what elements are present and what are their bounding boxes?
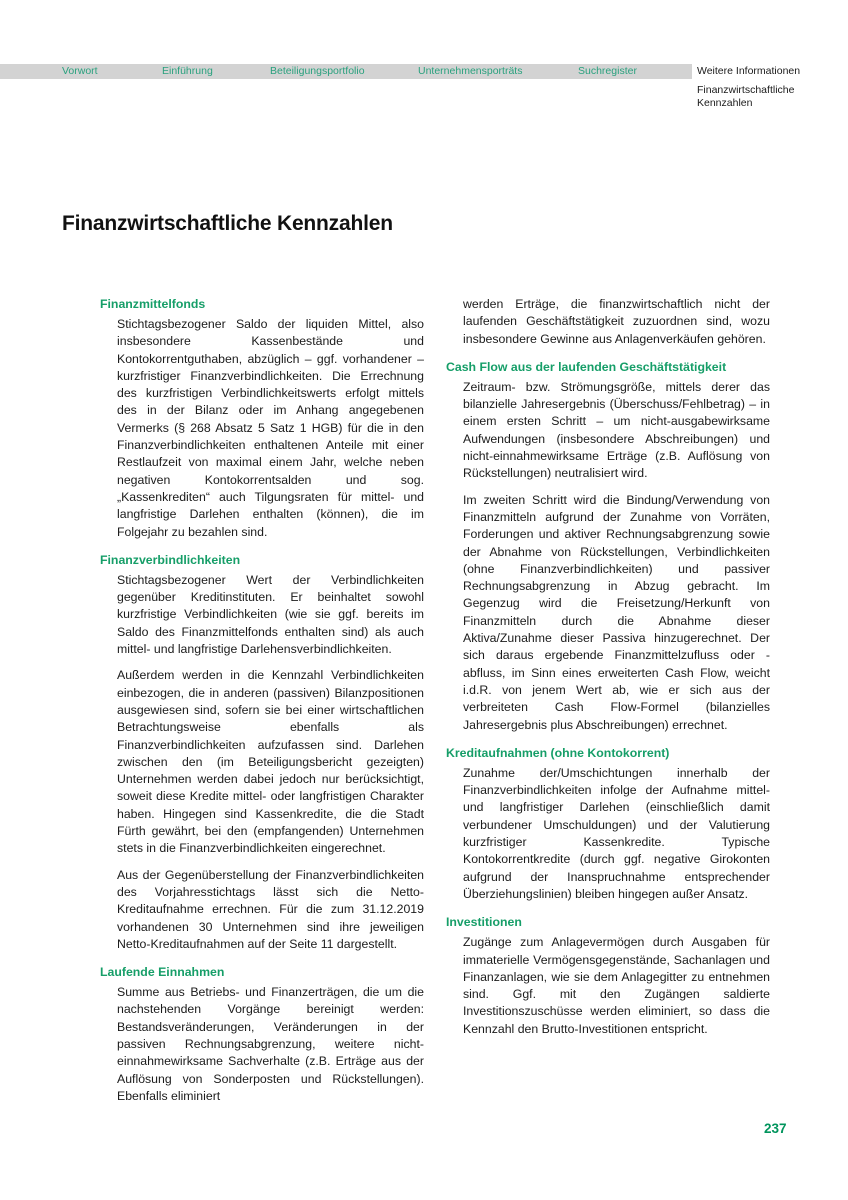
body-paragraph: Im zweiten Schritt wird die Bindung/Verwendung von Finanzmitteln aufgrund der Zunahme von Vorräten, Forderungen und aktiver Rechnungsabgrenzung sowie der Abnahme von Rückstellungen, Verbindlichkeiten (ohne Finanzverbindlichkeiten) und passiver Rechnungsabgrenzung in Abzug gebracht. Im Gegenzug wird die Freisetzung/Herkunft von Finanzmitteln durch die Abnahme dieser Aktiva/Zunahme dieser Passiva hinzugerechnet. Der sich daraus ergebende Finanzmittelzufluss oder -abfluss, im Sinn eines erweiterten Cash Flow, weicht i.d.R. von jenem Wert ab, wie er sich aus der verbreiteten Cash Flow-Formel (bilanzielles Jahresergebnis plus Abschreibungen) errechnet.	[463, 492, 770, 732]
page-number: 237	[764, 1121, 787, 1136]
body-paragraph: Zugänge zum Anlagevermögen durch Ausgaben für immaterielle Vermögensgegenstände, Sachanlagen und Finanzanlagen, wie sie dem Anlagegitter zu entnehmen sind. Ggf. mit den Zugängen saldierte Investitionszuschüsse werden eliminiert, so dass die Kennzahl den Brutto-Investitionen entspricht.	[463, 935, 770, 1036]
section-cash-flow	[446, 359, 770, 734]
section-finanzmittelfonds	[100, 296, 424, 541]
top-nav-bar	[0, 64, 692, 79]
body-paragraph: Summe aus Betriebs- und Finanzerträgen, die um die nachstehenden Vorgänge bereinigt werden: Bestandsveränderungen, Veränderungen in der passiven Rechnungsabgrenzung, weitere nicht-einnahmewirksame Sachverhalte (z.B. Erträge aus der Auflösung von Sonderposten und Rückstellungen). Ebenfalls eliminiert	[117, 985, 424, 1103]
section-heading: Laufende Einnahmen	[100, 965, 225, 980]
section-finanzverbindlichkeiten	[100, 552, 424, 953]
section-heading: Cash Flow aus der laufenden Geschäftstätigkeit	[446, 359, 727, 374]
section-laufende-einnahmen	[100, 964, 424, 1105]
body-paragraph: Stichtagsbezogener Wert der Verbindlichkeiten gegenüber Kreditinstituten. Er beinhaltet sowohl kurzfristige Verbindlichkeiten (wie sie ggf. bereits im Saldo des Finanzmittelfonds enthalten sind) als auch mittel- und langfristige Darlehensverbindlichkeiten.	[117, 572, 424, 657]
continuation-paragraph: werden Erträge, die finanzwirtschaftlich nicht der laufenden Geschäftstätigkeit zuzuordnen sind, wozu insbesondere Gewinne aus Anlagenverkäufen gehören.	[463, 297, 770, 346]
nav-item-einfuehrung[interactable]: Einführung	[162, 65, 213, 77]
section-heading: Investitionen	[446, 915, 522, 930]
page-title: Finanzwirtschaftliche Kennzahlen	[62, 212, 393, 236]
nav-item-suchregister[interactable]: Suchregister	[578, 65, 637, 77]
body-paragraph: Zunahme der/Umschichtungen innerhalb der Finanzverbindlichkeiten infolge der Aufnahme mittel- und langfristiger Darlehen (einschließlich damit verbundener Umschuldungen) und der Valutierung kurzfristiger Kassenkredite. Typische Kontokorrentkredite (durch ggf. negative Girokonten aufgrund der Inanspruchnahme entsprechender Überziehungslinien) bleiben hingegen außer Ansatz.	[463, 765, 770, 901]
left-column	[100, 296, 424, 1105]
body-paragraph: Zeitraum- bzw. Strömungsgröße, mittels derer das bilanzielle Jahresergebnis (Überschuss/Fehlbetrag) – in einem ersten Schritt – um nicht-ausgabewirksame Aufwendungen (insbesondere Abschreibungen) und nicht-einnahmewirksame Erträge (z.B. Auflösung von Rückstellungen) neutralisiert wird.	[463, 379, 770, 481]
nav-item-unternehmensportraets[interactable]: Unternehmensporträts	[418, 65, 523, 77]
nav-item-vorwort[interactable]: Vorwort	[62, 65, 98, 77]
nav-item-beteiligungsportfolio[interactable]: Beteiligungsportfolio	[270, 65, 365, 77]
right-column	[446, 296, 770, 1105]
section-kreditaufnahmen	[446, 745, 770, 903]
section-investitionen	[446, 914, 770, 1038]
section-heading: Finanzmittelfonds	[100, 297, 206, 311]
content-columns	[100, 296, 770, 1105]
body-paragraph: Außerdem werden in die Kennzahl Verbindlichkeiten einbezogen, die in anderen (passiven) Bilanzpositionen ausgewiesen sind, sofern sie bei einer wirtschaftlichen Betrachtungsweise ebenfalls als Finanzverbindlichkeiten aufzufassen sind. Darlehen zwischen den (im Beteiligungsbericht gezeigten) Unternehmen werden dabei jedoch nur berücksichtigt, soweit diese Kredite mittel- oder langfristigen Charakter haben. Hingegen sind Kassenkredite, die die Stadt Fürth gewährt, bei den (empfangenden) Unternehmen stets in die Finanzverbindlichkeiten eingerechnet.	[117, 668, 424, 856]
body-paragraph: Aus der Gegenüberstellung der Finanzverbindlichkeiten des Vorjahresstichtags lässt sich die Netto-Kreditaufnahme errechnen. Für die zum 31.12.2019 vorhandenen 30 Unternehmen sind ihre jeweiligen Netto-Kreditaufnahmen auf der Seite 11 dargestellt.	[117, 867, 424, 951]
section-heading: Finanzverbindlichkeiten	[100, 552, 241, 567]
nav-current-page-label: Finanzwirtschaftliche Kennzahlen	[697, 84, 795, 109]
nav-current-section-label: Weitere Informationen	[697, 65, 801, 77]
body-paragraph: Stichtagsbezogener Saldo der liquiden Mittel, also insbesondere Kassenbestände und Kontokorrentguthaben, abzüglich – ggf. vorhandener – kurzfristiger Finanzverbindlichkeiten. Die Errechnung des kurzfristigen Verbindlichkeitswerts erfolgt mittels des in der Bilanz oder im Anhang angegebenen Vermerks (§ 268 Absatz 5 Satz 1 HGB) für die in den Finanzverbindlichkeiten enthaltenen Anteile mit einer Restlaufzeit von maximal einem Jahr, welche neben negativen Kontokorrentsalden und sog. „Kassenkrediten“ auch Tilgungsraten für mittel- und langfristige Darlehen enthalten (können), die im Folgejahr zu bezahlen sind.	[117, 317, 424, 539]
section-heading: Kreditaufnahmen (ohne Kontokorrent)	[446, 745, 670, 760]
